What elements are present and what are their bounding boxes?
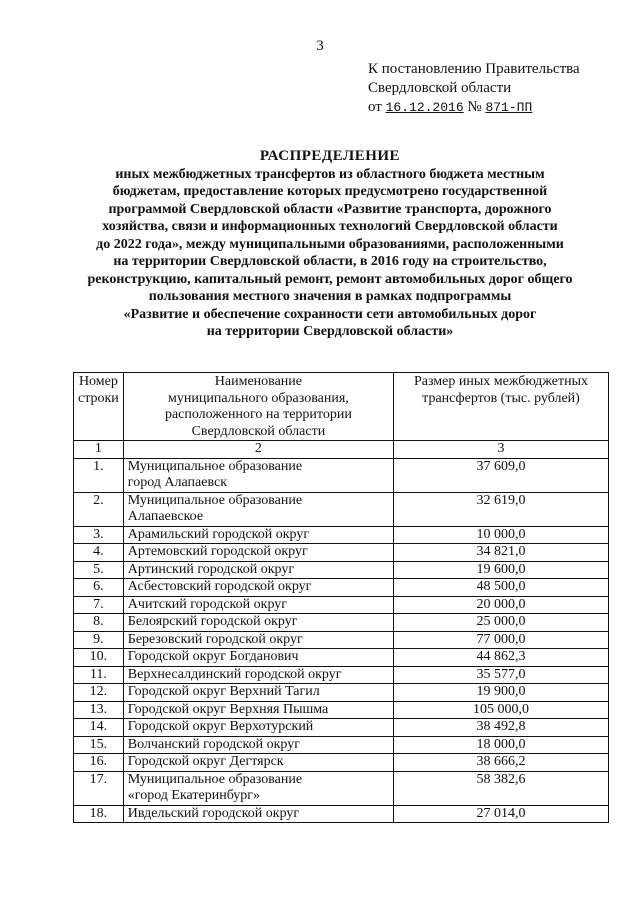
municipality-name-line: Артемовский городской округ <box>127 544 308 559</box>
municipality-name <box>123 666 393 684</box>
municipality-name <box>123 701 393 719</box>
heading-line: реконструкцию, капитальный ремонт, ремонт автомобильных дорог общего <box>87 271 573 287</box>
row-number: 11. <box>74 666 124 684</box>
table-row <box>74 666 609 684</box>
municipality-name <box>123 458 393 492</box>
table-row <box>74 719 609 737</box>
municipality-name-line: Муниципальное образование <box>127 771 303 787</box>
municipality-name-line: Арамильский городской округ <box>127 526 310 542</box>
heading-line: программой Свердловской области «Развитие транспорта, дорожного <box>108 201 552 217</box>
municipality-name <box>123 544 393 562</box>
transfer-amount: 44 862,3 <box>394 649 609 667</box>
transfer-amount: 19 600,0 <box>394 561 609 579</box>
municipality-name-line: Городской округ Богданович <box>127 649 299 664</box>
approval-block <box>368 60 580 117</box>
table-row <box>74 492 609 526</box>
municipality-name <box>123 649 393 667</box>
column-index: 1 <box>74 441 124 459</box>
header-text-line: трансфертов (тыс. рублей) <box>422 390 580 406</box>
municipality-name <box>123 561 393 579</box>
table-row <box>74 579 609 597</box>
municipality-name <box>123 736 393 754</box>
table-row <box>74 754 609 772</box>
transfer-amount: 37 609,0 <box>394 458 609 492</box>
transfer-amount: 19 900,0 <box>394 684 609 702</box>
municipality-name-line: Городской округ Верхний Тагил <box>127 684 320 699</box>
row-number: 3. <box>74 526 124 544</box>
municipality-name-line: «город Екатеринбург» <box>127 788 261 803</box>
municipality-name-line: Городской округ Верхняя Пышма <box>127 701 329 717</box>
row-number: 2. <box>74 492 124 526</box>
municipality-name <box>123 771 393 805</box>
municipality-name <box>123 631 393 649</box>
approval-line-1: К постановлению Правительства <box>368 61 580 77</box>
row-number: 10. <box>74 649 124 667</box>
row-number: 18. <box>74 805 124 823</box>
table-row <box>74 736 609 754</box>
table-row <box>74 614 609 632</box>
row-number: 9. <box>74 631 124 649</box>
header-text-line: Номер <box>78 374 118 389</box>
municipality-name-line: Городской округ Дегтярск <box>127 754 284 769</box>
heading-line: на территории Свердловской области, в 2016 году на строительство, <box>113 254 547 269</box>
transfer-amount: 18 000,0 <box>394 736 609 754</box>
header-text-line: расположенного на территории <box>164 407 352 422</box>
header-text-line: Наименование <box>214 374 303 389</box>
table-row <box>74 771 609 805</box>
transfer-amount: 25 000,0 <box>394 614 609 632</box>
transfer-amount: 10 000,0 <box>394 526 609 544</box>
row-number: 8. <box>74 614 124 632</box>
municipality-name-line: Артинский городской округ <box>127 561 295 577</box>
transfers-table <box>73 372 609 823</box>
municipality-name <box>123 492 393 526</box>
heading-subtitle <box>60 166 600 341</box>
table-row <box>74 649 609 667</box>
row-number: 14. <box>74 719 124 737</box>
municipality-name-line: Городской округ Верхотурский <box>127 719 314 734</box>
transfer-amount: 77 000,0 <box>394 631 609 649</box>
transfer-amount: 34 821,0 <box>394 544 609 562</box>
heading-line: пользования местного значения в рамках подпрограммы <box>148 289 512 304</box>
municipality-name-line: Березовский городской округ <box>127 631 303 647</box>
number-prefix: № <box>467 99 482 115</box>
table-row <box>74 526 609 544</box>
page-number: 3 <box>316 38 324 54</box>
municipality-name-line: Алапаевское <box>127 509 204 524</box>
approval-date-line <box>368 98 580 117</box>
transfer-amount: 48 500,0 <box>394 579 609 597</box>
column-index: 2 <box>123 441 393 459</box>
header-municipality <box>123 373 393 441</box>
document-title: РАСПРЕДЕЛЕНИЕ <box>259 148 401 164</box>
municipality-name <box>123 805 393 823</box>
table-row <box>74 458 609 492</box>
date-prefix: от <box>368 99 382 115</box>
document-heading <box>60 148 600 341</box>
column-index-row <box>74 441 609 459</box>
row-number: 12. <box>74 684 124 702</box>
municipality-name-line: Ивдельский городской округ <box>127 805 300 821</box>
heading-line: «Развитие и обеспечение сохранности сети автомобильных дорог <box>123 306 537 322</box>
heading-line: иных межбюджетных трансфертов из областного бюджета местным <box>115 166 545 182</box>
municipality-name <box>123 579 393 597</box>
table-row <box>74 561 609 579</box>
row-number: 13. <box>74 701 124 719</box>
municipality-name <box>123 526 393 544</box>
transfer-amount: 105 000,0 <box>394 701 609 719</box>
municipality-name <box>123 684 393 702</box>
table-row <box>74 684 609 702</box>
transfer-amount: 32 619,0 <box>394 492 609 526</box>
header-text-line: муниципального образования, <box>168 390 349 406</box>
municipality-name-line: Муниципальное образование <box>127 492 303 508</box>
header-text-line: строки <box>78 390 119 406</box>
table-header-row <box>74 373 609 441</box>
municipality-name <box>123 719 393 737</box>
transfer-amount: 27 014,0 <box>394 805 609 823</box>
transfer-amount: 35 577,0 <box>394 666 609 684</box>
approval-date: 16.12.2016 <box>385 100 464 115</box>
municipality-name-line: Асбестовский городской округ <box>127 579 312 594</box>
municipality-name <box>123 614 393 632</box>
row-number: 1. <box>74 458 124 492</box>
municipality-name-line: Верхнесалдинский городской округ <box>127 666 342 682</box>
table-row <box>74 805 609 823</box>
row-number: 6. <box>74 579 124 597</box>
municipality-name-line: Муниципальное образование <box>127 458 303 474</box>
municipality-name <box>123 754 393 772</box>
transfer-amount: 20 000,0 <box>394 596 609 614</box>
row-number: 5. <box>74 561 124 579</box>
header-transfer-amount <box>394 373 609 441</box>
municipality-name-line: город Алапаевск <box>127 475 227 490</box>
approval-number: 871-ПП <box>485 100 533 115</box>
transfer-amount: 38 666,2 <box>394 754 609 772</box>
header-text-line: Размер иных межбюджетных <box>413 374 589 389</box>
header-row-number <box>74 373 124 441</box>
row-number: 16. <box>74 754 124 772</box>
transfer-amount: 58 382,6 <box>394 771 609 805</box>
row-number: 17. <box>74 771 124 805</box>
table-row <box>74 701 609 719</box>
municipality-name <box>123 596 393 614</box>
column-index: 3 <box>394 441 609 459</box>
table-row <box>74 596 609 614</box>
row-number: 15. <box>74 736 124 754</box>
row-number: 4. <box>74 544 124 562</box>
heading-line: бюджетам, предоставление которых предусмотрено государственной <box>112 184 548 199</box>
table-row <box>74 631 609 649</box>
table-row <box>74 544 609 562</box>
heading-line: на территории Свердловской области» <box>206 324 454 339</box>
approval-line-2: Свердловской области <box>368 80 512 96</box>
transfer-amount: 38 492,8 <box>394 719 609 737</box>
municipality-name-line: Ачитский городской округ <box>127 596 287 612</box>
header-text-line: Свердловской области <box>191 423 326 439</box>
row-number: 7. <box>74 596 124 614</box>
heading-line: до 2022 года», между муниципальными образованиями, расположенными <box>96 236 564 252</box>
municipality-name-line: Белоярский городской округ <box>127 614 298 629</box>
municipality-name-line: Волчанский городской округ <box>127 736 300 752</box>
heading-line: хозяйства, связи и информационных технологий Свердловской области <box>102 219 558 234</box>
